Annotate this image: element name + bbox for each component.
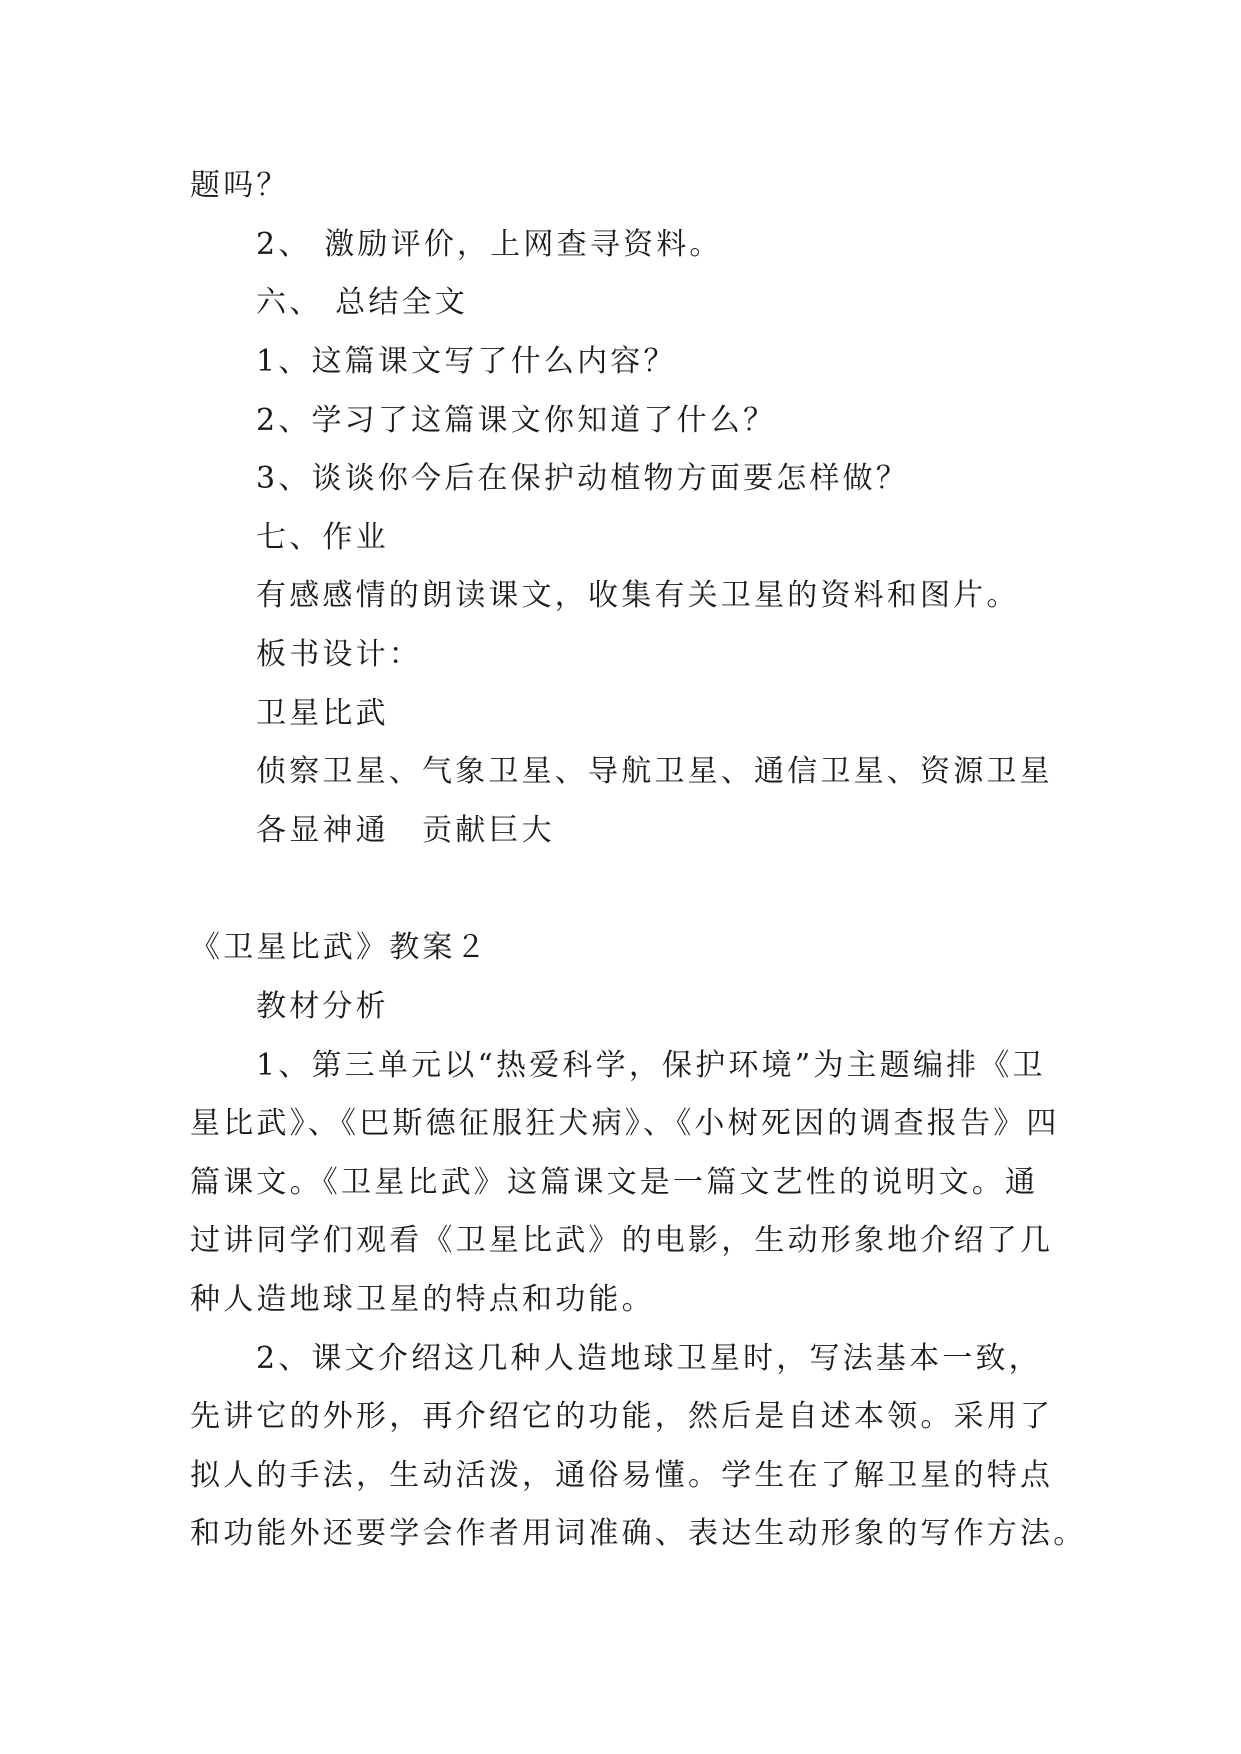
- paragraph-1-line-4: 过讲同学们观看《卫星比武》的电影，生动形象地介绍了几: [190, 1223, 1054, 1258]
- text-line-summary-q3: 3、谈谈你今后在保护动植物方面要怎样做？: [256, 461, 910, 496]
- text-line-board-title: 卫星比武: [256, 696, 389, 731]
- paragraph-2-line-4: 和功能外还要学会作者用词准确、表达生动形象的写作方法。: [190, 1516, 1087, 1551]
- text-line-summary-q1: 1、这篇课文写了什么内容？: [256, 344, 677, 379]
- heading-textbook-analysis: 教材分析: [256, 989, 389, 1024]
- paragraph-1-line-3: 篇课文。《卫星比武》这篇课文是一篇文艺性的说明文。通: [190, 1165, 1039, 1200]
- paragraph-2-line-3: 拟人的手法，生动活泼，通俗易懂。学生在了解卫星的特点: [190, 1458, 1054, 1493]
- paragraph-1-line-5: 种人造地球卫星的特点和功能。: [190, 1282, 655, 1317]
- text-line-homework: 有感感情的朗读课文，收集有关卫星的资料和图片。: [256, 578, 1020, 613]
- heading-homework: 七、作业: [256, 520, 389, 555]
- heading-summary: 六、 总结全文: [256, 285, 468, 320]
- text-line-encourage: 2、 激励评价，上网查寻资料。: [256, 227, 723, 262]
- section-title-lesson-plan-2: 《卫星比武》教案２: [190, 930, 489, 965]
- paragraph-2-line-1: 2、课文介绍这几种人造地球卫星时，写法基本一致，: [256, 1341, 1042, 1376]
- text-line-board-summary: 各显神通 贡献巨大: [256, 813, 555, 848]
- heading-board-design: 板书设计：: [256, 637, 422, 672]
- paragraph-1-line-2: 星比武》、《巴斯德征服狂犬病》、《小树死因的调查报告》四: [190, 1106, 1060, 1141]
- text-line-satellite-types: 侦察卫星、气象卫星、导航卫星、通信卫星、资源卫星: [256, 754, 1053, 789]
- text-line-summary-q2: 2、学习了这篇课文你知道了什么？: [256, 403, 777, 438]
- paragraph-1-line-1: 1、第三单元以“热爱科学，保护环境”为主题编排《卫: [256, 1048, 1046, 1083]
- paragraph-2-line-2: 先讲它的外形，再介绍它的功能，然后是自述本领。采用了: [190, 1399, 1054, 1434]
- text-line-question-end: 题吗？: [190, 168, 290, 203]
